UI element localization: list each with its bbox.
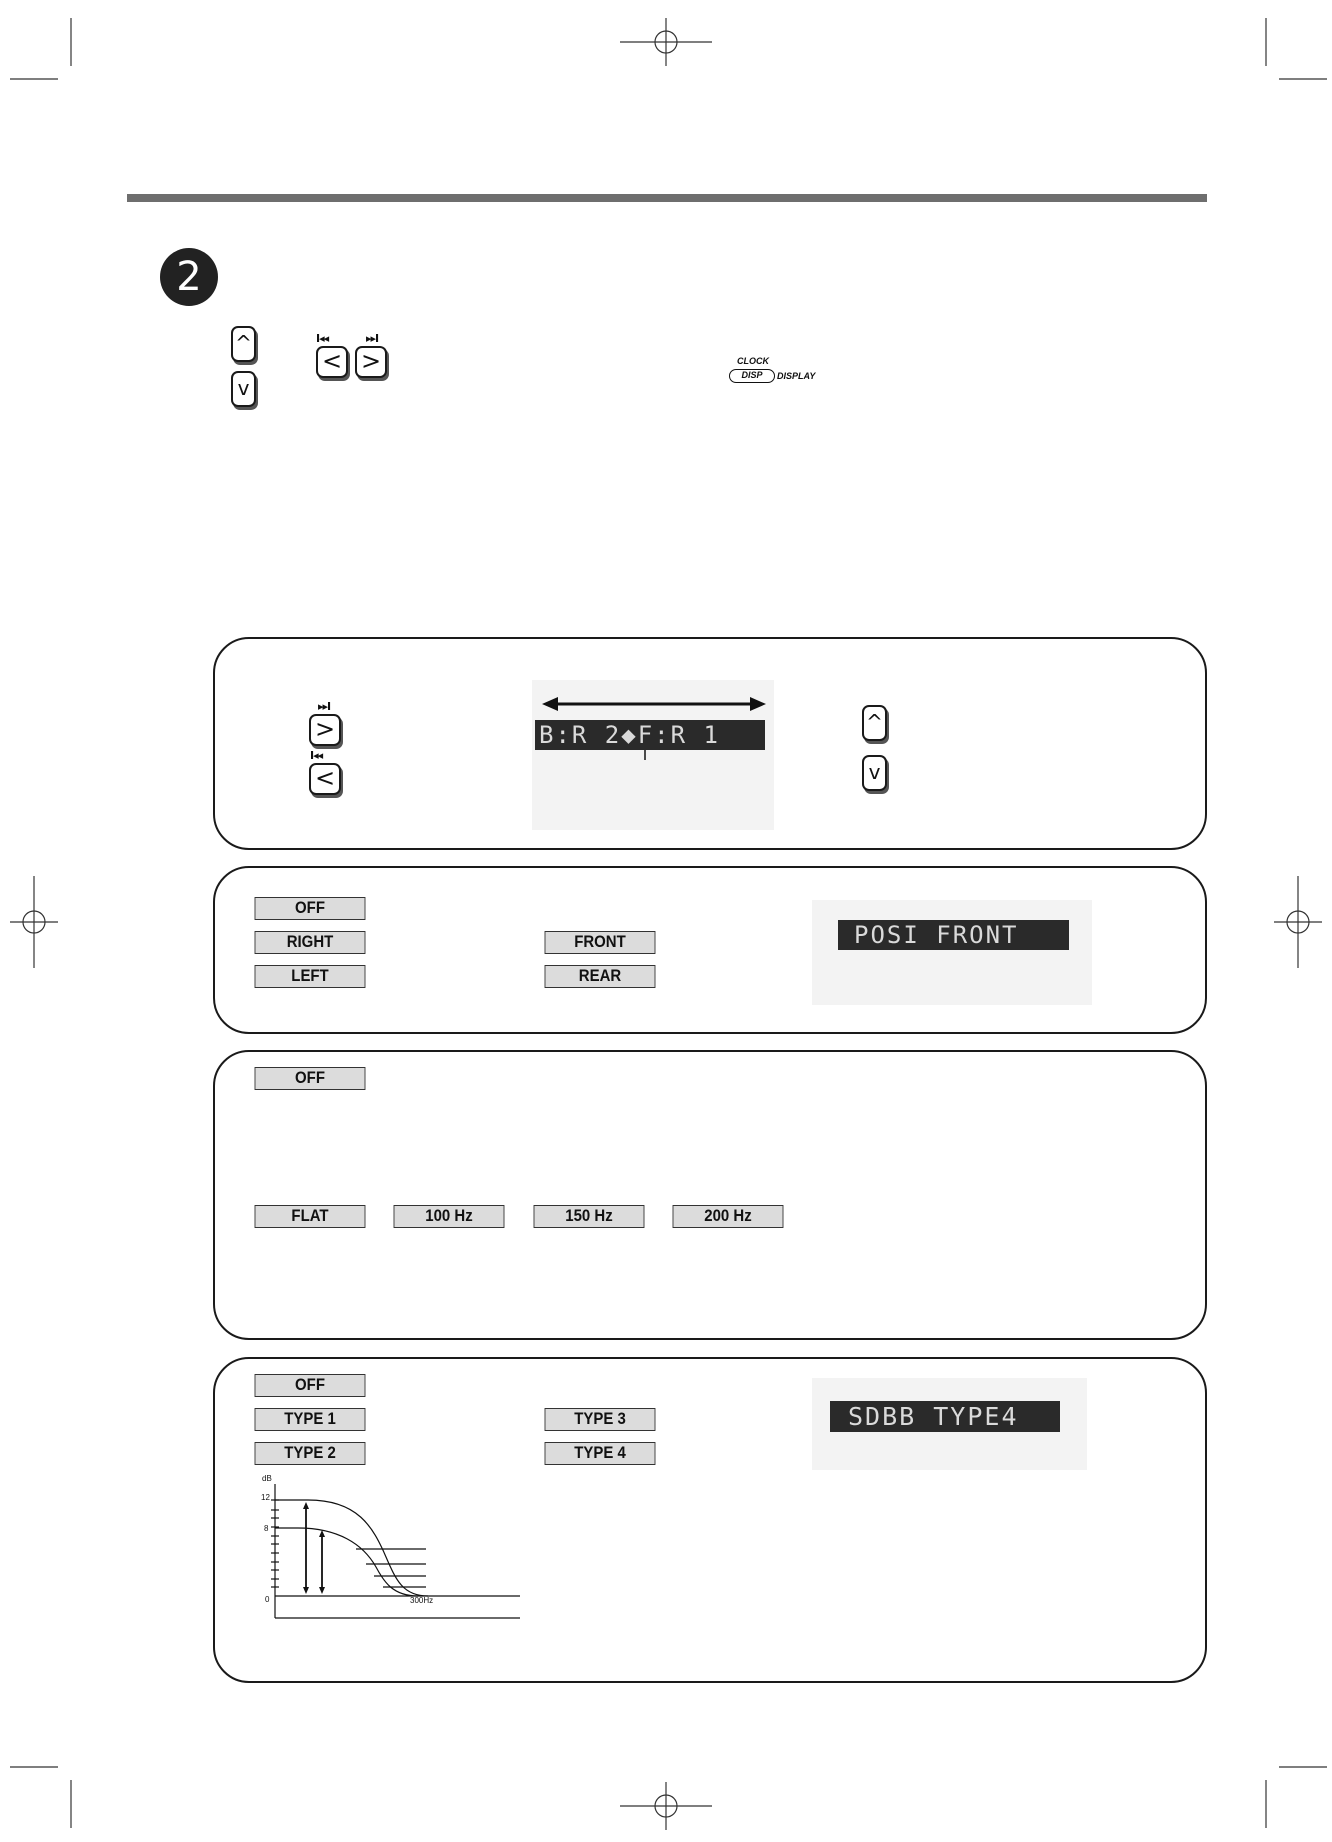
up-key: ^ [862, 705, 887, 741]
prev-track-icon: I◂◂ [310, 749, 323, 762]
display-label: DISPLAY [777, 371, 816, 381]
position-lcd: POSI FRONT [838, 920, 1069, 950]
up-key: ^ [231, 326, 256, 362]
down-key: v [231, 371, 256, 407]
next-key: > [355, 346, 387, 378]
lcd-background [812, 900, 1092, 1005]
prev-track-icon: I◂◂ [316, 332, 329, 345]
sdbb-option-type1: TYPE 1 [255, 1408, 366, 1431]
filter-option-off: OFF [255, 1067, 366, 1090]
graph-y-tick-0: 0 [265, 1595, 270, 1604]
next-key: > [309, 714, 341, 746]
filter-option-200hz: 200 Hz [673, 1205, 784, 1228]
sdbb-option-type3: TYPE 3 [545, 1408, 656, 1431]
position-option-off: OFF [255, 897, 366, 920]
position-option-right: RIGHT [255, 931, 366, 954]
sdbb-option-off: OFF [255, 1374, 366, 1397]
next-track-icon: ▸▸I [366, 332, 379, 345]
down-key: v [862, 755, 887, 791]
position-option-rear: REAR [545, 965, 656, 988]
prev-key: < [316, 346, 348, 378]
filter-option-100hz: 100 Hz [394, 1205, 505, 1228]
graph-y-tick-8: 8 [264, 1524, 269, 1533]
position-option-front: FRONT [545, 931, 656, 954]
graph-x-marker: 300Hz [410, 1596, 434, 1605]
balance-lcd: B:R 2◆F:R 1 [535, 720, 765, 750]
next-track-icon: ▸▸I [318, 700, 331, 713]
sdbb-option-type4: TYPE 4 [545, 1442, 656, 1465]
prev-key: < [309, 763, 341, 795]
filter-option-flat: FLAT [255, 1205, 366, 1228]
disp-button: DISP [729, 369, 775, 383]
bass-boost-graph [258, 1472, 522, 1622]
step-number-badge: 2 [160, 248, 218, 306]
sdbb-option-type2: TYPE 2 [255, 1442, 366, 1465]
graph-y-tick-12: 12 [261, 1493, 270, 1502]
filter-panel [213, 1050, 1207, 1340]
section-divider [127, 194, 1207, 202]
clock-label: CLOCK [737, 356, 769, 366]
sdbb-lcd: SDBB TYPE4 [830, 1401, 1060, 1432]
graph-y-unit: dB [262, 1474, 272, 1483]
position-option-left: LEFT [255, 965, 366, 988]
filter-option-150hz: 150 Hz [534, 1205, 645, 1228]
